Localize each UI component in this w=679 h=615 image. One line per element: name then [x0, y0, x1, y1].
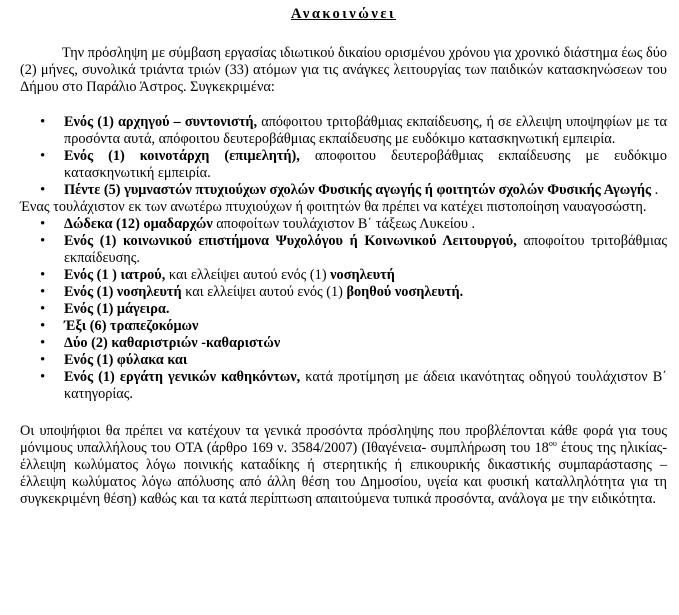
ordinal-superscript: ου	[548, 439, 557, 448]
lifeguard-note: Ένας τουλάχιστον εκ των ανωτέρω πτυχιούχων ή φοιτητών θα πρέπει να κατέχει πιστοποίηση ναυαγοσώστη.	[20, 199, 647, 215]
positions-list-1	[20, 114, 667, 199]
requirements-text-end: έτους της ηλικίας- έλλειψη κωλύματος λόγω ποινικής καταδίκης ή στερητικής ή επικουρικής δικαστικής συμπαράστασης – έλλειψη κωλύματος λόγω απόλυσης από άλλη θέση του Δημοσίου, υγεία και φυσική καταλληλότητα για τη συγκεκριμένη θέση) καθώς και τα κατά περίπτωση απαιτούμενα τυπικά προσόντα, ανάλογα με την ειδικότητα.	[20, 440, 668, 507]
list-item	[20, 216, 667, 233]
position-title: Ενός (1) μάγειρα.	[64, 301, 170, 317]
position-title: Δύο (2) καθαριστριών -καθαριστών	[64, 335, 281, 351]
positions-list-2	[20, 216, 667, 403]
position-title: Έξι (6) τραπεζοκόμων	[64, 318, 199, 334]
position-title: Ενός (1) νοσηλευτή	[64, 284, 182, 300]
position-details: αποφοίτων τουλάχιστον Β΄ τάξεως Λυκείου .	[212, 216, 476, 232]
requirements-text-start: Οι υποψήφιοι θα πρέπει να κατέχουν τα γενικά προσόντα πρόσληψης που προβλέπονται κάθε φορά για τους μόνιμους υπαλλήλους του ΟΤΑ (άρθρο 169 ν. 3584/2007) (Ιθαγένεια- συμπλήρωση του 18	[20, 423, 667, 456]
list-item	[20, 233, 667, 267]
position-title: Ενός (1 ) ιατρού,	[64, 267, 166, 283]
position-details: και ελλείψει αυτού ενός (1)	[181, 284, 347, 300]
position-details: .	[651, 182, 659, 198]
position-details: και ελλείψει αυτού ενός (1)	[165, 267, 331, 283]
position-details: απόφοιτου τριτοβάθμιας εκπαίδευσης, ή σε ελλειψη υποψηφίων με τα προσόντα αυτά, απόφοιτου δευτεροβάθμιας εκπαίδευσης με ευδόκιμο κατασκηνωτική εμπειρία.	[64, 114, 667, 147]
position-title: Ενός (1) κοινωνικού επιστήμονα Ψυχολόγου ή Κοινωνικού Λειτουργού,	[64, 233, 517, 249]
list-item	[20, 301, 667, 318]
list-item	[20, 148, 667, 182]
position-title: Ενός (1) εργάτη γενικών καθηκόντων,	[64, 369, 301, 385]
position-title: Δώδεκα (12) ομαδαρχών	[64, 216, 213, 232]
position-title: Ενός (1) αρχηγού – συντονιστή,	[64, 114, 258, 130]
position-details: αποφοιτου δευτεροβάθμιας εκπαίδευσης με ευδόκιμο κατασκηνωτική εμπειρία.	[64, 148, 667, 181]
requirements-paragraph	[20, 423, 667, 508]
announcement-document	[20, 6, 667, 522]
position-details: αποφοίτου τριτοβάθμιας εκπαίδευσης.	[64, 233, 667, 266]
list-item	[20, 335, 667, 352]
document-title: Ανακοινώνει	[290, 6, 397, 22]
position-details: κατά προτίμηση με άδεια ικανότητας οδηγού τουλάχιστον Β΄ κατηγορίας.	[64, 369, 667, 402]
list-item	[20, 369, 667, 403]
list-item	[20, 284, 667, 301]
list-item	[20, 114, 667, 148]
position-title: Ενός (1) κοινοτάρχη (επιμελητή),	[64, 148, 300, 164]
position-alternative: βοηθού νοσηλευτή.	[346, 284, 464, 300]
list-item	[20, 352, 667, 369]
position-title: Ενός (1) φύλακα και	[64, 352, 188, 368]
list-item	[20, 182, 667, 199]
position-alternative: νοσηλευτή	[330, 267, 395, 283]
position-title: Πέντε (5) γυμναστών πτυχιούχων σχολών Φυσικής αγωγής ή φοιτητών σχολών Φυσικής Αγωγής	[64, 182, 651, 198]
list-item	[20, 267, 667, 284]
intro-paragraph: Την πρόσληψη με σύμβαση εργασίας ιδιωτικού δικαίου ορισμένου χρόνου για χρονικό διάστημα έως δύο (2) μήνες, συνολικά τριάντα τριών (33) ατόμων για τις ανάγκες λειτουργίας των παιδικών κατασκηνώσεων του Δήμου στο Παράλιο Άστρος. Συγκεκριμένα:	[20, 45, 667, 95]
list-item	[20, 318, 667, 335]
